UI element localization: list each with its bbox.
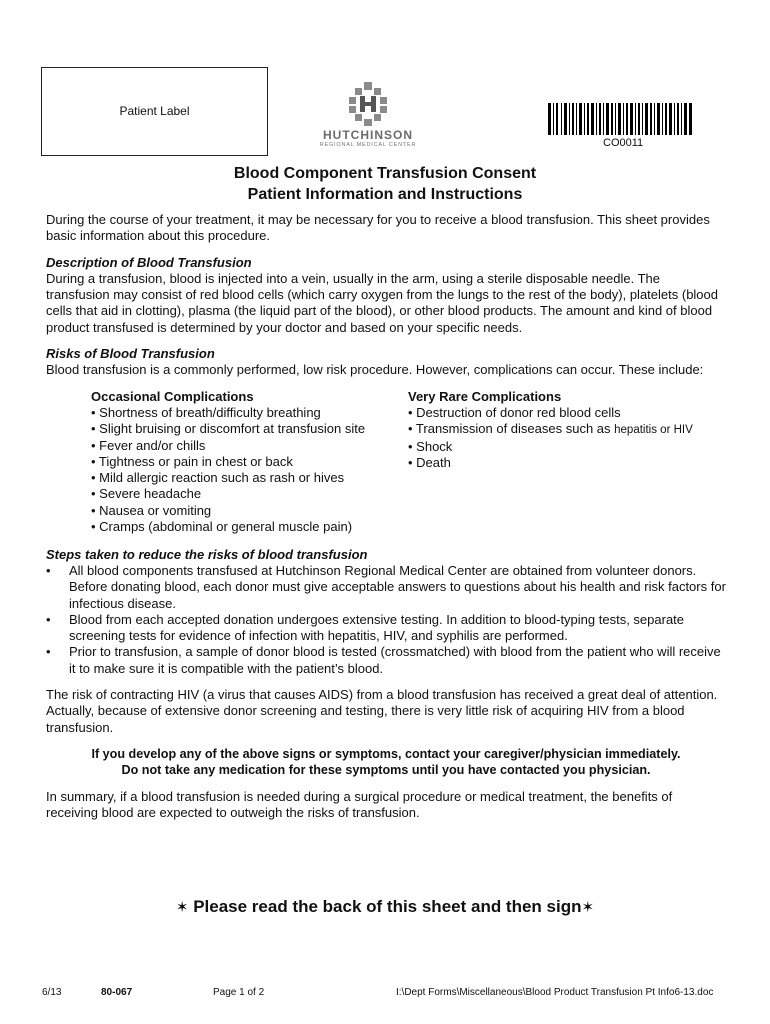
list-item: • Shortness of breath/difficulty breathing <box>91 404 321 420</box>
patient-label-box <box>41 67 268 156</box>
list-item <box>408 421 693 438</box>
summary-paragraph: In summary, if a blood transfusion is needed during a surgical procedure or medical treatment, the benefits of receiving blood are expected to outweigh the risks of transfusion. <box>46 788 673 821</box>
bullet-icon: • <box>46 562 51 578</box>
title-line-1: Blood Component Transfusion Consent <box>233 165 537 182</box>
footer-path: I:\Dept Forms\Miscellaneous\Blood Product Transfusion Pt Info6-13.doc <box>396 987 714 998</box>
footer-page: Page 1 of 2 <box>213 987 265 998</box>
list-item: • Fever and/or chills <box>91 437 206 453</box>
patient-label-text: Patient Label <box>119 104 190 118</box>
list-item: • Death <box>408 454 451 470</box>
list-item-text: • Transmission of diseases such as <box>408 421 615 437</box>
list-item-suffix: hepatitis or HIV <box>614 424 693 437</box>
complications-columns <box>46 389 726 537</box>
logo-subtitle: REGIONAL MEDICAL CENTER <box>319 142 417 148</box>
risks-heading: Risks of Blood Transfusion <box>46 346 215 362</box>
list-item: • Severe headache <box>91 486 202 502</box>
bullet-icon: • <box>46 611 51 627</box>
footer-date: 6/13 <box>42 987 62 998</box>
warning-notice <box>46 746 726 779</box>
list-item-text: Prior to transfusion, a sample of donor blood is tested (crossmatched) with blood from the patient who will receive it to make sure it is compatible with the patient’s blood. <box>69 644 721 676</box>
barcode-icon <box>548 103 692 135</box>
rare-complications <box>408 389 693 471</box>
title-line-2: Patient Information and Instructions <box>247 186 523 203</box>
occasional-title: Occasional Complications <box>91 388 254 404</box>
risks-paragraph: Blood transfusion is a commonly performed, low risk procedure. However, complications can occur. These include: <box>46 362 704 378</box>
star-icon: ✶ <box>175 899 189 916</box>
list-item: • Nausea or vomiting <box>91 502 212 518</box>
star-icon: ✶ <box>581 899 595 916</box>
list-item-text: Blood from each accepted donation undergoes extensive testing. In addition to blood-typing tests, separate screening tests for evidence of infection with hepatitis, HIV, and syphilis are performed. <box>69 611 685 644</box>
list-item: • Tightness or pain in chest or back <box>91 453 293 469</box>
list-item <box>46 644 726 677</box>
steps-list <box>46 563 726 677</box>
description-heading: Description of Blood Transfusion <box>46 254 252 270</box>
sign-instruction <box>0 897 770 917</box>
footer-form-number: 80-067 <box>101 987 133 998</box>
description-paragraph: During a transfusion, blood is injected into a vein, usually in the arm, using a sterile disposable needle. The transfusion may consist of red blood cells (which carry oxygen from the lungs to the rest of the body), platelets (blood cells that aid in clotting), plasma (the liquid part of the blood), or other blood products. The amount and kind of blood product transfused is determined by your doctor and based on your specific needs. <box>46 270 719 335</box>
sign-instruction-text: Please read the back of this sheet and then sign <box>188 897 582 916</box>
list-item: • Shock <box>408 438 453 454</box>
list-item: • Cramps (abdominal or general muscle pain) <box>91 519 353 535</box>
form-code: CO0011 <box>603 137 644 149</box>
list-item <box>46 563 726 612</box>
steps-heading: Steps taken to reduce the risks of blood transfusion <box>46 546 368 562</box>
list-item-text: All blood components transfused at Hutchinson Regional Medical Center are obtained from volunteer donors. Before donating blood, each donor must give acceptable answers to questions about his health and risk factors for infectious disease. <box>69 562 726 611</box>
logo-name: HUTCHINSON <box>323 128 413 142</box>
list-item: • Mild allergic reaction such as rash or hives <box>91 470 345 486</box>
hiv-paragraph: The risk of contracting HIV (a virus that causes AIDS) from a blood transfusion has received a great deal of attention. Actually, because of extensive donor screening and testing, there is very little risk of acquiring HIV from a blood transfusion. <box>46 687 718 735</box>
hospital-logo <box>312 82 424 160</box>
occasional-complications <box>91 389 365 536</box>
warning-line-1: If you develop any of the above signs or symptoms, contact your caregiver/physician immediately. <box>91 746 681 761</box>
list-item: • Slight bruising or discomfort at transfusion site <box>91 421 366 437</box>
intro-paragraph: During the course of your treatment, it may be necessary for you to receive a blood transfusion. This sheet provides basic information about this procedure. <box>46 212 710 244</box>
warning-line-2: Do not take any medication for these symptoms until you have contacted you physician. <box>121 763 651 778</box>
page-title <box>0 163 770 205</box>
list-item <box>46 612 726 645</box>
list-item: • Destruction of donor red blood cells <box>408 404 621 420</box>
bullet-icon: • <box>46 644 51 660</box>
hospital-logo-icon <box>345 82 391 126</box>
document-body <box>46 212 726 822</box>
rare-title: Very Rare Complications <box>408 388 562 404</box>
